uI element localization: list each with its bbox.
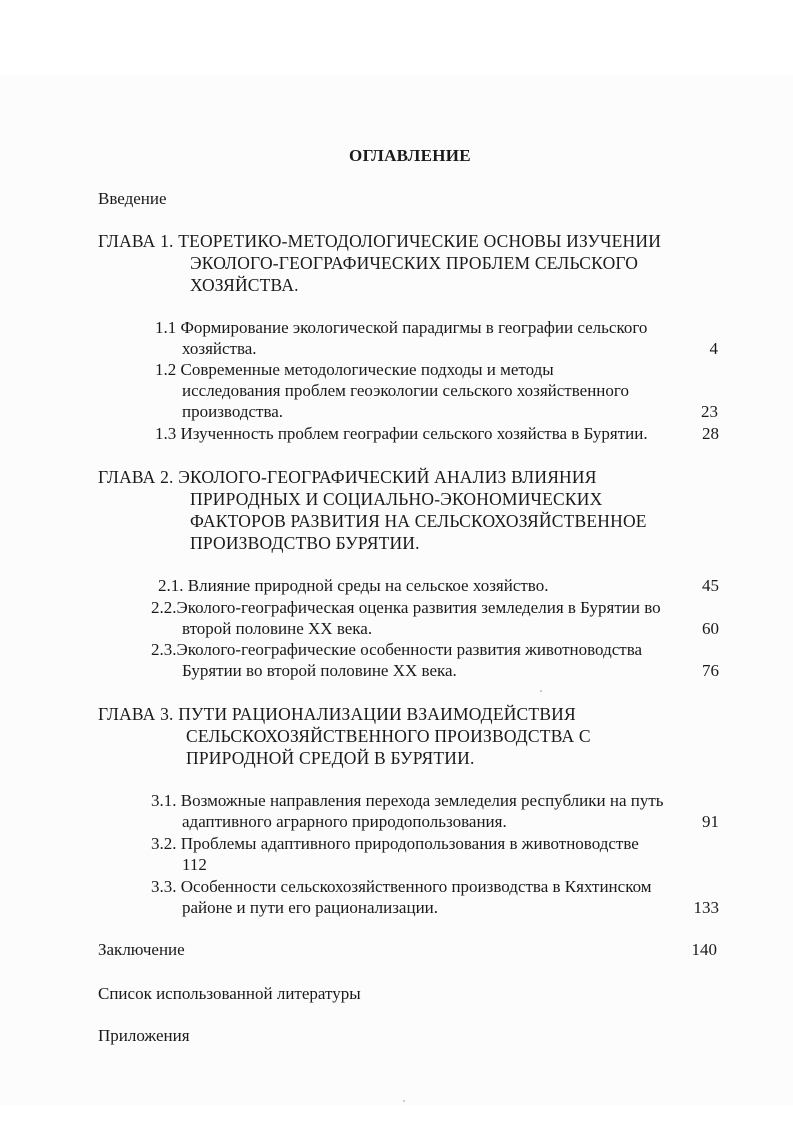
section-1-2-line-2: исследования проблем геоэкологии сельского хозяйственного — [182, 381, 629, 400]
section-3-2-page: 112 — [182, 855, 207, 874]
chapter-1-title-line-1: ГЛАВА 1. ТЕОРЕТИКО-МЕТОДОЛОГИЧЕСКИЕ ОСНОВЫ ИЗУЧЕНИИ — [98, 231, 662, 251]
section-2-3-page: 76 — [702, 661, 719, 680]
conclusion-entry: Заключение — [98, 940, 185, 959]
section-3-1-line-2: адаптивного аграрного природопользования. — [182, 812, 507, 831]
conclusion-page: 140 — [691, 940, 717, 959]
section-1-1-line-1: 1.1 Формирование экологической парадигмы в географии сельского — [155, 318, 648, 337]
section-1-2-line-1: 1.2 Современные методологические подходы и методы — [155, 360, 554, 379]
section-1-2-page: 23 — [701, 402, 718, 421]
chapter-3-title-line-2: СЕЛЬСКОХОЗЯЙСТВЕННОГО ПРОИЗВОДСТВА С — [186, 726, 591, 746]
chapter-2-title-line-2: ПРИРОДНЫХ И СОЦИАЛЬНО-ЭКОНОМИЧЕСКИХ — [190, 489, 603, 509]
section-1-1-line-2: хозяйства. — [182, 339, 257, 358]
chapter-2-title-line-1: ГЛАВА 2. ЭКОЛОГО-ГЕОГРАФИЧЕСКИЙ АНАЛИЗ ВЛИЯНИЯ — [98, 467, 597, 487]
section-2-1-page: 45 — [702, 576, 719, 595]
chapter-1-title-line-2: ЭКОЛОГО-ГЕОГРАФИЧЕСКИХ ПРОБЛЕМ СЕЛЬСКОГО — [190, 253, 639, 273]
section-3-3-page: 133 — [693, 898, 719, 917]
scan-speck — [403, 1100, 405, 1102]
section-2-1-line-1: 2.1. Влияние природной среды на сельское хозяйство. — [158, 576, 549, 595]
section-1-3-page: 28 — [702, 424, 719, 443]
section-2-3-line-2: Бурятии во второй половине XX века. — [182, 661, 457, 680]
chapter-2-title-line-4: ПРОИЗВОДСТВО БУРЯТИИ. — [190, 533, 420, 553]
intro-entry: Введение — [98, 189, 167, 208]
chapter-3-title-line-3: ПРИРОДНОЙ СРЕДОЙ В БУРЯТИИ. — [186, 748, 475, 768]
section-3-1-line-1: 3.1. Возможные направления перехода земледелия республики на путь — [151, 791, 664, 810]
section-3-1-page: 91 — [702, 812, 719, 831]
section-3-3-line-2: районе и пути его рационализации. — [182, 898, 439, 917]
section-2-2-page: 60 — [702, 619, 719, 638]
section-2-2-line-1: 2.2.Эколого-географическая оценка развития земледелия в Бурятии во — [151, 598, 661, 617]
section-1-3-line-1: 1.3 Изученность проблем географии сельского хозяйства в Бурятии. — [155, 424, 648, 443]
section-3-2-line-1: 3.2. Проблемы адаптивного природопользования в животноводстве — [151, 834, 639, 853]
scan-speck — [540, 690, 542, 692]
references-entry: Список использованной литературы — [98, 984, 361, 1003]
chapter-2-title-line-3: ФАКТОРОВ РАЗВИТИЯ НА СЕЛЬСКОХОЗЯЙСТВЕННОЕ — [190, 511, 647, 531]
page-title: ОГЛАВЛЕНИЕ — [349, 146, 471, 165]
chapter-3-title-line-1: ГЛАВА 3. ПУТИ РАЦИОНАЛИЗАЦИИ ВЗАИМОДЕЙСТВИЯ — [98, 704, 576, 724]
appendix-entry: Приложения — [98, 1026, 190, 1045]
chapter-1-title-line-3: ХОЗЯЙСТВА. — [190, 275, 299, 295]
section-3-3-line-1: 3.3. Особенности сельскохозяйственного производства в Кяхтинском — [151, 877, 652, 896]
section-2-2-line-2: второй половине XX века. — [182, 619, 373, 638]
section-1-2-line-3: производства. — [182, 402, 284, 421]
section-1-1-page: 4 — [709, 339, 718, 358]
section-2-3-line-1: 2.3.Эколого-географические особенности развития животноводства — [151, 640, 643, 659]
